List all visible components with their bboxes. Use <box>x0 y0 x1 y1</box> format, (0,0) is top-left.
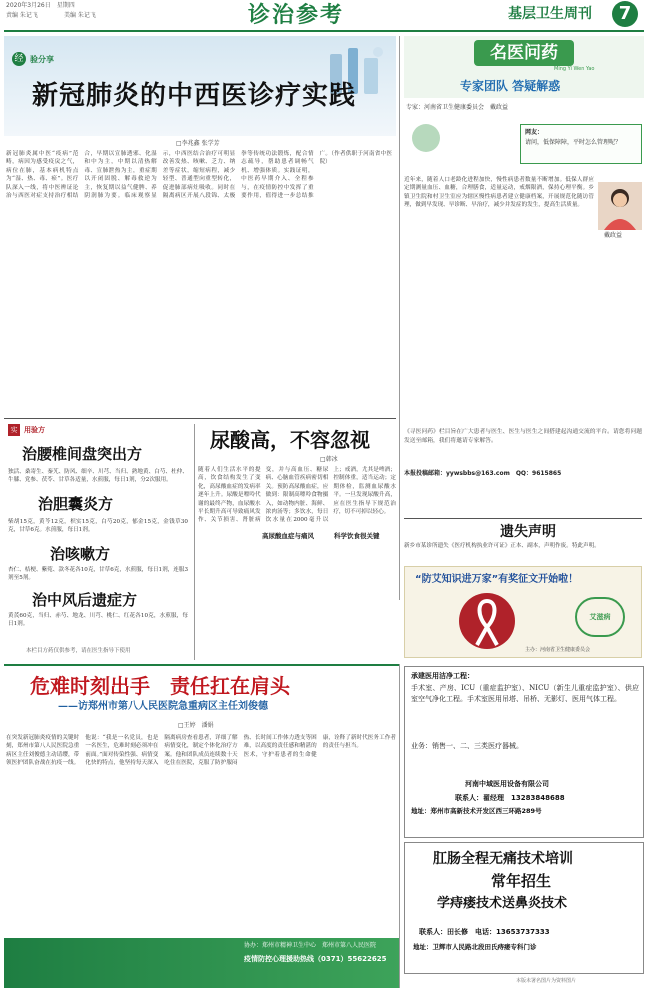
lead-title: 新冠肺炎的中西医诊疗实践 <box>32 81 357 111</box>
recipe-title-1: 治腰椎间盘突出方 <box>22 445 143 463</box>
feature-rule <box>4 664 400 666</box>
recipes-badge: 实 <box>8 424 20 436</box>
feature-title: 危难时刻出手 责任扛在肩头 <box>30 674 290 698</box>
expert-photo <box>598 182 642 230</box>
ad2-address: 地址：卫辉市人民路北段田氏痔瘘专科门诊 <box>413 943 537 951</box>
ask-extra <box>404 484 642 514</box>
ad2-box <box>404 842 644 974</box>
ask-tips: 《寻医问药》栏目旨在广大患者与医生、医生与医生之间搭建起沟通交流的平台。请您将问题发送至邮箱，我们将邀请专家解答。 <box>404 429 642 444</box>
recipe-body-3: 杏仁、桔梗、紫菀、款冬花各10克，甘草6克，水煎服，每日1剂，连服3剂至5剂。 <box>8 567 188 582</box>
ad1-title: 承建医用洁净工程： <box>411 672 474 680</box>
feature-footer-banner <box>4 938 400 988</box>
contest-title: “防艾知识进万家”有奖征文开始啦！ <box>415 574 579 585</box>
ask-header <box>404 36 644 98</box>
lead-body: 新冠肺炎属中医“疫病”范畴，病因为感受疫戾之气，病位在肺，基本病机特点为“湿、热、毒、瘀”。医疗队深入一线，将中医辨证论治与西医对症支持治疗相结合，早期以宣肺透邪、化湿和中为主，中期以清热解毒、宣肺泄热为主，重症期以开闭固脱、解毒救逆为主，恢复期以益气健脾、养阴润肺为要。临床观察显示，中西医结合治疗可明显改善发热、咳嗽、乏力、纳差等症状，缩短病程，减少轻型、普通型向重型转化，促进肺部病灶吸收。同时在隔离病区开展八段锦、太极拳等传统功法锻炼，配合情志疏导，帮助患者调畅气机、增强体质。实践证明，中医药早期介入、全程参与，在疫情防控中发挥了重要作用，值得进一步总结推广。（作者供职于河南省中医院） <box>6 151 392 199</box>
column-name: 验分享 <box>30 55 54 64</box>
contest-seal: 艾滋病 <box>575 597 625 637</box>
expert-name: 戴政益 <box>604 232 623 239</box>
paper-name: 基层卫生周刊 <box>508 6 592 22</box>
feature-footer-hospital: 协办：郑州市精神卫生中心 郑州市第八人民医院 <box>244 942 377 949</box>
ask-title-en: Ming Yi Wen Yao <box>554 66 595 72</box>
issue-date: 2020年3月26日 星期四 <box>6 2 75 9</box>
ad1-box <box>404 666 644 838</box>
ads-divider <box>399 664 400 988</box>
feature-footer-hotline: 疫情防控心理援助热线（0371）55622625 <box>244 955 387 963</box>
ad2-line2: 常年招生 <box>491 872 552 890</box>
notice-rule <box>404 518 642 519</box>
recipes-badge-text: 用验方 <box>24 426 45 434</box>
ad2-contact: 联系人：田长修 电话：13653737333 <box>419 928 550 936</box>
recipe-title-2: 治胆囊炎方 <box>38 495 114 513</box>
recipe-title-4: 治中风后遗症方 <box>32 591 138 609</box>
recipes-note: 本栏目方药仅供参考，请在医生指导下使用 <box>26 648 131 654</box>
ribbon-icon <box>459 593 515 649</box>
contest-box <box>404 566 642 658</box>
ad1-services: 业务：销售一、二、三类医疗器械。 <box>411 742 523 750</box>
column-badge: 经 <box>12 52 26 66</box>
ask-answer: 近年来，随着人口老龄化进程加快，慢性病患者数量不断增加。低保人群应定期测量血压、血糖，合理膳食，适量运动，戒烟限酒，保持心理平衡。乡镇卫生院和村卫生室应为辖区慢性病患者建立健康档案，开展规范化随访管理，做到早发现、早诊断、早治疗，减少并发症的发生，提高生活质量。 <box>404 177 594 209</box>
uric-subhead-2: 科学饮食很关键 <box>334 532 380 540</box>
notice-title: 遗失声明 <box>500 524 556 540</box>
question-box <box>520 124 642 164</box>
feature-body: 在突发新冠肺炎疫情的关键时刻，郑州市第八人民医院急重病区主任刘俊德主动请缨，带领医护团队奋战在抗疫一线。他说：“我是一名党员，也是一名医生，危难时刻必须冲在前面。”面对传染性强、病情变化快的特点，他坚持每天深入隔离病房查看患者，详细了解病情变化，制定个体化治疗方案。他和团队成员连续数十天吃住在医院，克服了防护服闷热、长时间工作体力透支等困难，以高度的责任感和精湛的医术，守护着患者的生命健康，诠释了新时代医务工作者的责任与担当。 <box>6 735 396 767</box>
designer-credit: 美编 朱记飞 <box>64 12 96 19</box>
feature-author: □王婷 潘娟 <box>178 722 214 729</box>
question-label: 网友： <box>525 129 544 136</box>
recipe-body-4: 黄芪60克，当归、赤芍、地龙、川芎、桃仁、红花各10克，水煎服，每日1剂。 <box>8 613 188 628</box>
ad2-title: 肛肠全程无痛技术培训 <box>433 851 573 867</box>
feature-subtitle: ——访郑州市第八人民医院急重病区主任刘俊德 <box>58 701 268 712</box>
uric-body: 随着人们生活水平的提高，饮食结构发生了变化，高尿酸血症的发病率逐年上升。尿酸是嘌呤代谢的最终产物，血尿酸水平长期升高可导致痛风发作、关节损害、肾脏病变，并与高血压、糖尿病、心脑血管疾病密切相关。预防高尿酸血症，应做到：限制高嘌呤食物摄入，如动物内脏、海鲜、浓肉汤等；多饮水，每日饮水量在2000毫升以上；戒酒，尤其是啤酒；控制体重，适当运动；定期体检，监测血尿酸水平。一旦发现尿酸升高，应在医生指导下规范治疗，切不可掉以轻心。 <box>198 467 396 524</box>
ask-slogan: 专家团队 答疑解惑 <box>460 79 561 93</box>
ad1-body: 手术室、产房、ICU（重症监护室）、NICU（新生儿重症监护室）、供应室空气净化工程。手术室医用吊塔、吊桥、无影灯、医用气体工程。 <box>411 684 639 704</box>
user-avatar-icon <box>412 124 440 152</box>
recipe-body-2: 柴胡15克，黄芩12克，枳实15克，白芍20克，郁金15克，金钱草30克，甘草6克。水煎服，每日1剂。 <box>8 519 188 534</box>
ask-email: 本报投稿邮箱：yywsbbs@163.com QQ：9615865 <box>404 470 562 477</box>
uric-subhead-1: 高尿酸血症与痛风 <box>262 532 314 540</box>
page-footer-note: 本版未署名图片为资料图片 <box>516 978 577 984</box>
page-number-badge: 7 <box>612 1 638 27</box>
recipe-title-3: 治咳嗽方 <box>50 545 111 563</box>
recipes-divider <box>194 424 195 660</box>
uric-title: 尿酸高，不容忽视 <box>210 428 370 452</box>
ad1-company: 河南中域医用设备有限公司 <box>465 780 549 788</box>
uric-author: □韩冰 <box>320 456 338 463</box>
ask-expert: 专家：河南省卫生健康委员会 戴政益 <box>406 104 509 111</box>
ask-title: 名医问药 <box>474 40 574 66</box>
ad2-line3: 学痔瘘技术送鼻炎技术 <box>437 896 568 911</box>
editor-credit: 责编 朱记飞 <box>6 12 38 19</box>
recipes-rule <box>4 418 396 419</box>
masthead-rule <box>4 30 644 32</box>
section-title: 诊治参考 <box>248 2 345 28</box>
notice-body: 新乡市某诊所遗失《医疗机构执业许可证》正本、副本，声明作废。特此声明。 <box>404 543 600 549</box>
ad1-contact: 联系人：翟经理 13283848688 <box>455 794 565 802</box>
lead-authors: □李兆鑫 张学芳 <box>176 140 220 147</box>
recipe-body-1: 独活、桑寄生、秦艽、防风、细辛、川芎、当归、熟地黄、白芍、杜仲、牛膝、党参、茯苓、甘草各适量，水煎服，每日1剂，分2次服用。 <box>8 469 188 484</box>
question-text: 请问，低保障障，平时怎么管理呢？ <box>525 139 622 146</box>
ad1-address: 地址：郑州市高新技术开发区西三环路289号 <box>411 807 542 815</box>
vertical-divider <box>399 36 400 600</box>
lead-banner <box>4 36 396 136</box>
contest-sponsor: 主办：河南省卫生健康委员会 <box>525 647 591 653</box>
